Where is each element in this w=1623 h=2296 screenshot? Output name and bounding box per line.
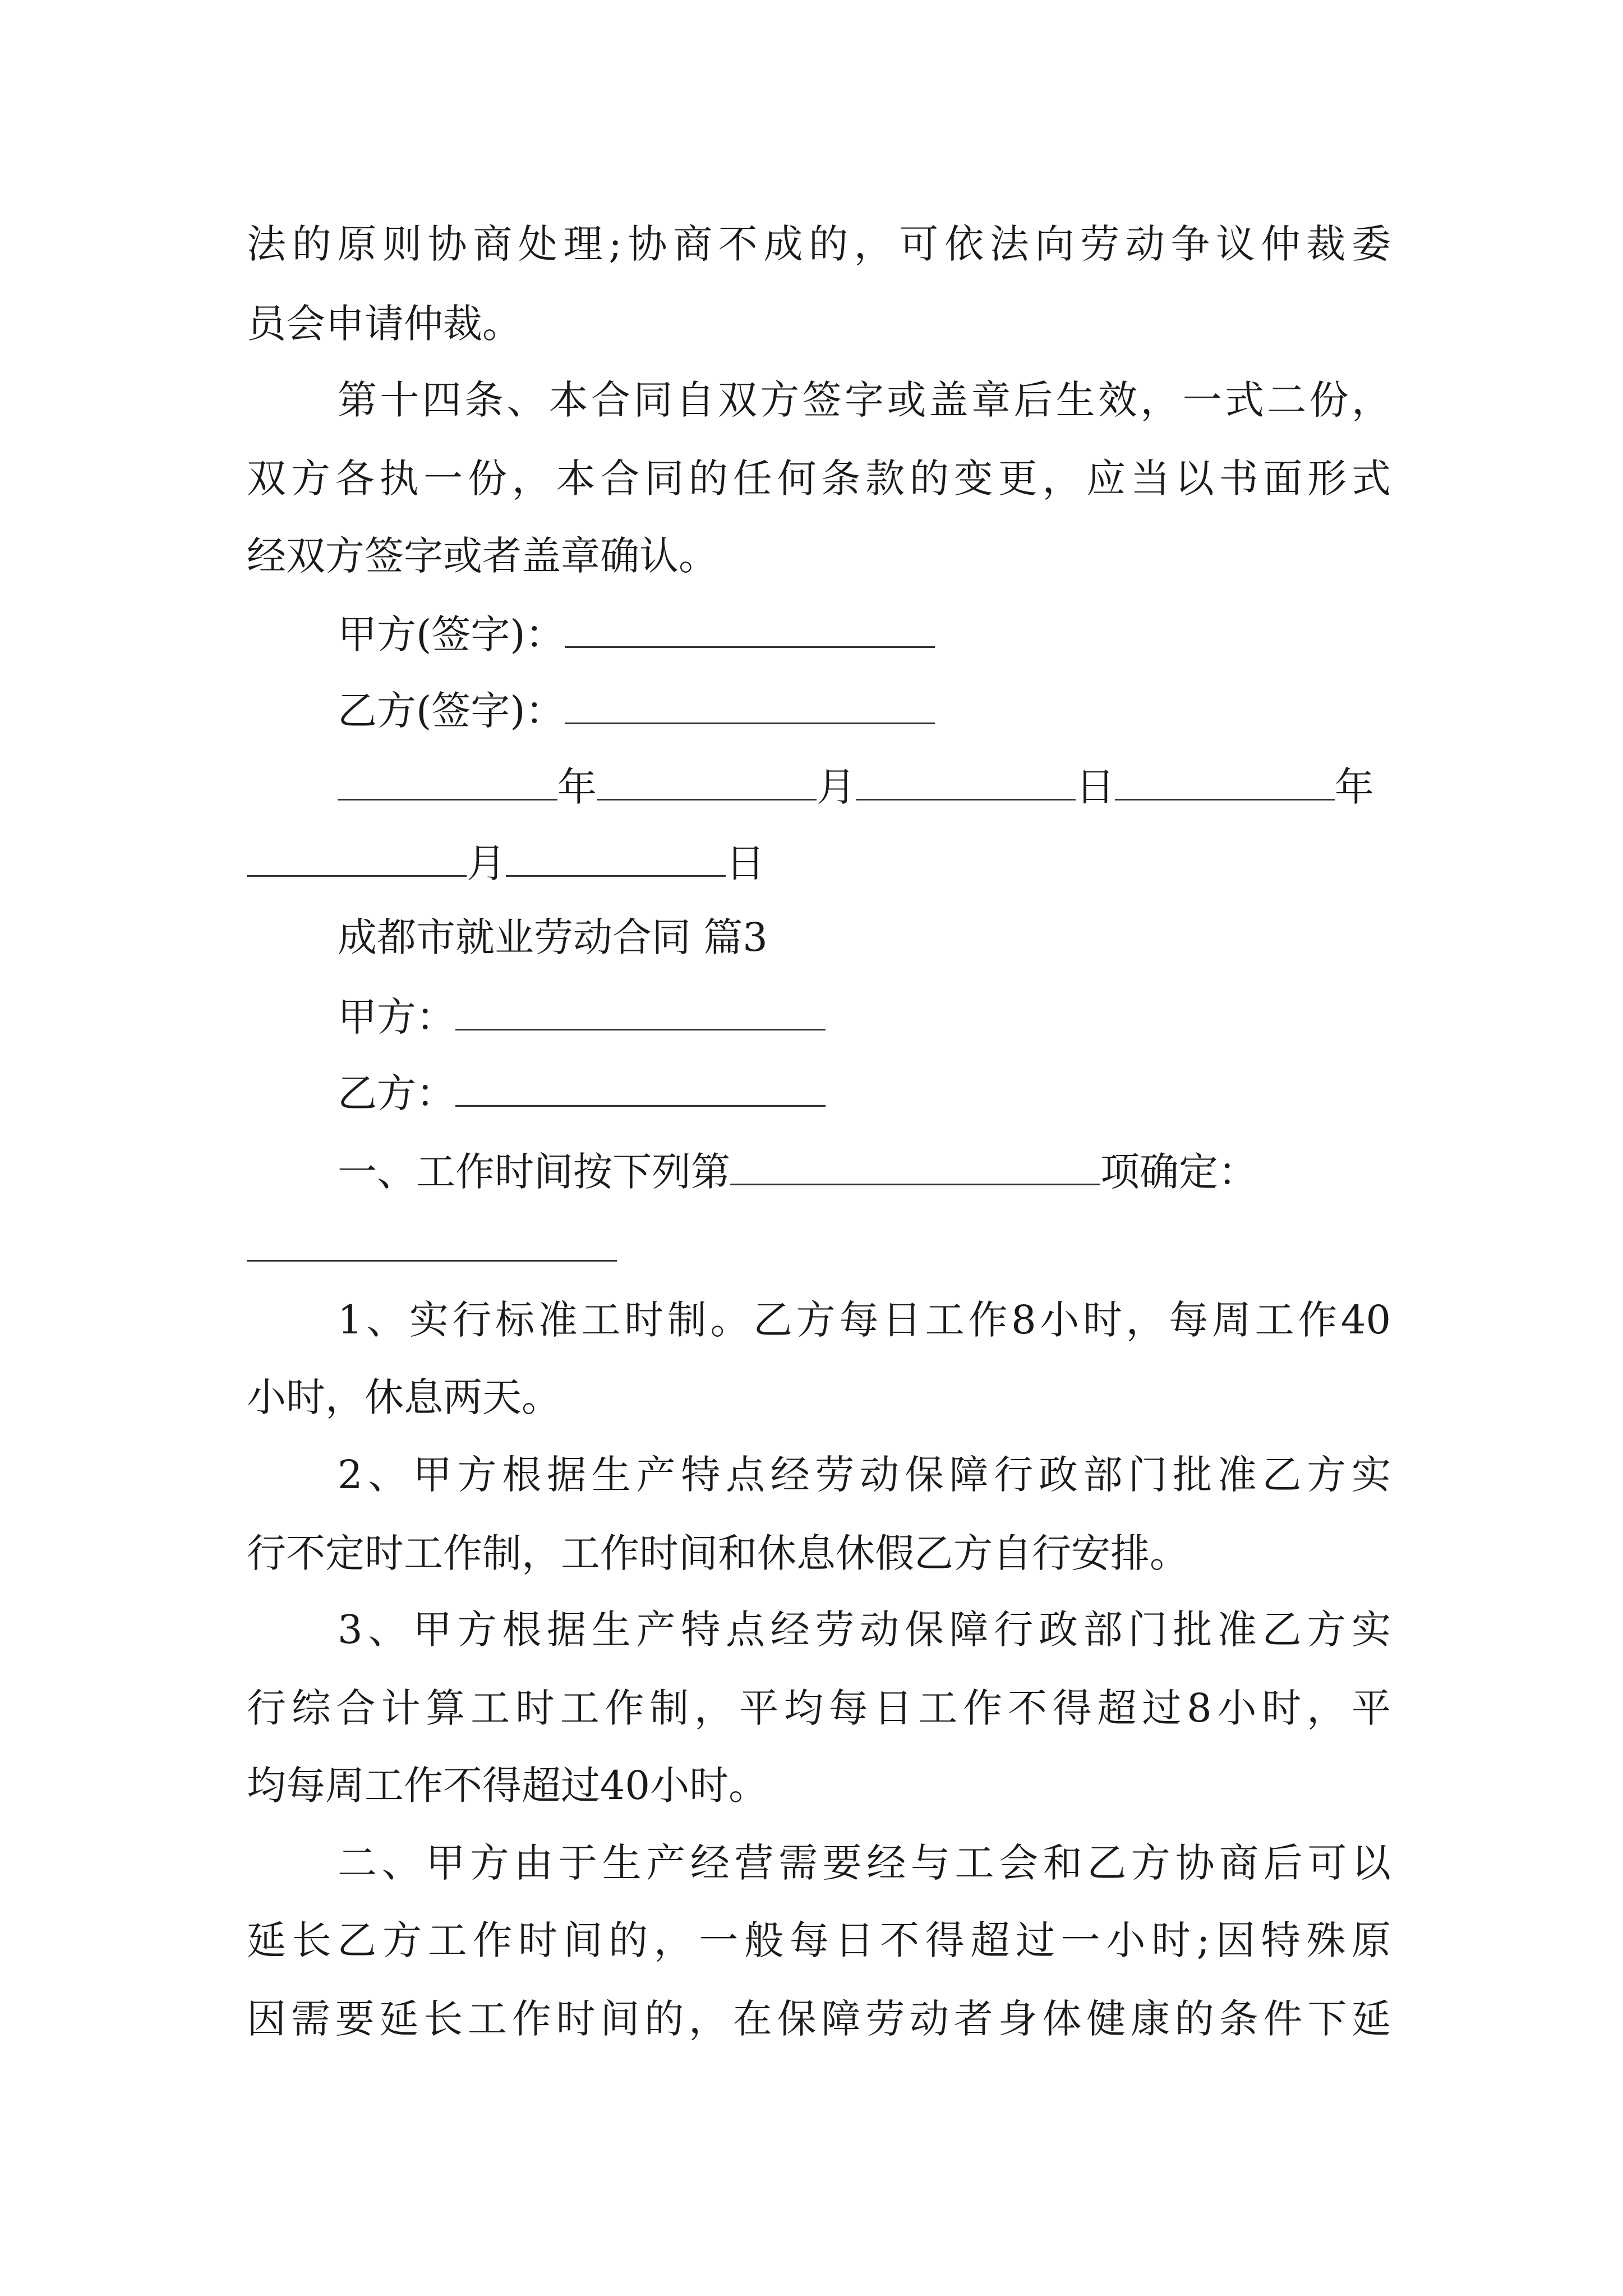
year-label: 年: [1335, 764, 1374, 810]
month-label: 月: [817, 764, 856, 810]
text-line: 均每周工作不得超过40小时。: [247, 1763, 768, 1809]
blank-line[interactable]: [247, 1260, 617, 1262]
signature-line-party-a: [338, 611, 1391, 657]
party-b-field[interactable]: [455, 1070, 826, 1107]
party-a-label: 甲方：: [338, 994, 455, 1040]
text-line: 员会申请仲裁。: [247, 301, 522, 347]
text-line: 延长乙方工作时间的，一般每日不得超过一小时;因特殊原: [247, 1917, 1391, 1963]
text-line: 3、甲方根据生产特点经劳动保障行政部门批准乙方实: [338, 1607, 1391, 1653]
signature-label-party-a: 甲方(签字)：: [338, 611, 565, 657]
text-line: 因需要延长工作时间的，在保障劳动者身体健康的条件下延: [247, 1996, 1391, 2042]
date-line: [338, 764, 1391, 810]
day-label: 日: [726, 840, 765, 886]
work-time-item-suffix: 项确定：: [1100, 1149, 1257, 1195]
text-line: 双方各执一份，本合同的任何条款的变更，应当以书面形式: [247, 455, 1391, 501]
signature-line-party-b: [338, 688, 1391, 734]
text-line: 法的原则协商处理;协商不成的，可依法向劳动争议仲裁委: [247, 221, 1391, 267]
year-label: 年: [557, 764, 597, 810]
work-time-item-field[interactable]: [730, 1149, 1100, 1185]
party-a-field[interactable]: [455, 994, 826, 1030]
year-field[interactable]: [1115, 764, 1335, 800]
month-label: 月: [467, 840, 506, 886]
day-field[interactable]: [856, 764, 1076, 800]
day-field[interactable]: [506, 840, 726, 877]
text-line: 二、甲方由于生产经营需要经与工会和乙方协商后可以: [338, 1840, 1391, 1886]
party-b-line: [338, 1070, 1391, 1116]
text-line: 经双方签字或者盖章确认。: [247, 533, 718, 579]
party-a-line: [338, 994, 1391, 1040]
text-line: 行综合计算工时工作制，平均每日工作不得超过8小时，平: [247, 1685, 1391, 1731]
party-b-label: 乙方：: [338, 1070, 455, 1116]
text-line: 1、实行标准工时制。乙方每日工作8小时，每周工作40: [338, 1297, 1391, 1343]
section-heading: 成都市就业劳动合同 篇3: [338, 914, 768, 960]
month-field[interactable]: [247, 840, 467, 877]
signature-label-party-b: 乙方(签字)：: [338, 688, 565, 734]
day-label: 日: [1076, 764, 1115, 810]
text-line: 2、甲方根据生产特点经劳动保障行政部门批准乙方实: [338, 1452, 1391, 1498]
work-time-item-line: [338, 1149, 1391, 1195]
text-line: 行不定时工作制，工作时间和休息休假乙方自行安排。: [247, 1530, 1189, 1576]
month-field[interactable]: [597, 764, 817, 800]
signature-field-party-b[interactable]: [565, 688, 935, 724]
year-field[interactable]: [338, 764, 557, 800]
signature-field-party-a[interactable]: [565, 611, 935, 648]
text-line: 第十四条、本合同自双方签字或盖章后生效，一式二份，: [338, 377, 1391, 423]
date-line: [247, 840, 1391, 886]
text-line: 小时，休息两天。: [247, 1374, 561, 1420]
work-time-item-label: 一、工作时间按下列第: [338, 1149, 730, 1195]
